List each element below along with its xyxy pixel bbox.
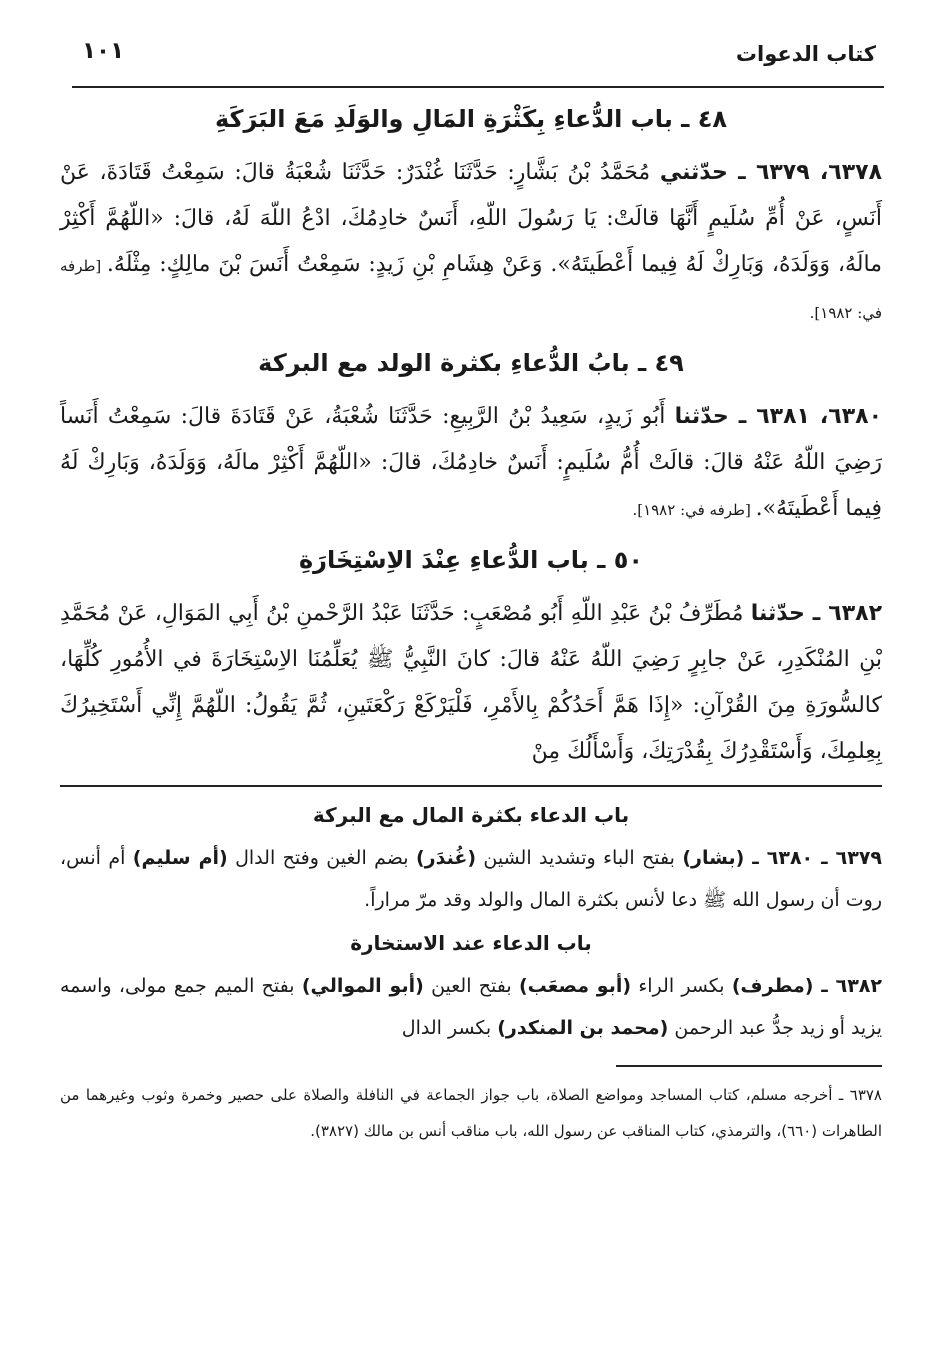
- commentary-separator: [60, 785, 882, 787]
- commentary-number: ٦٣٧٩ ـ ٦٣٨٠ ـ: [744, 847, 883, 869]
- commentary-title: باب الدعاء عند الاستخارة: [350, 931, 592, 955]
- chapter-title: ٤٨ ـ باب الدُّعاءِ بِكَثْرَةِ المَالِ والوَلَدِ مَعَ البَرَكَةِ: [214, 105, 728, 133]
- commentary-term: (بشار): [682, 847, 745, 869]
- footnote-rule: [616, 1065, 882, 1067]
- hadith-text: مُحَمَّدُ بْنُ بَشَّارٍ: حَدَّثَنَا غُنْدَرٌ: حَدَّثَنَا شُعْبَةُ قالَ: سَمِعْتُ قَتَادَةَ، عَنْ أَنَسٍ، عَنْ أُمِّ سُلَيمٍ أَنَّهَا قالَتْ: يَا رَسُولَ اللّهِ، أَنَسٌ خادِمُكَ، ادْعُ اللّهَ لَهُ، قالَ: «اللّهُمَّ أَكْثِرْ مالَهُ، وَوَلَدَهُ، وَبَارِكْ لَهُ فِيما أَعْطَيتَهُ». وَعَنْ هِشَامِ بْنِ زَيدٍ: سَمِعْتُ أَنَسَ بْنَ مالِكٍ: مِثْلَهُ.: [60, 160, 882, 277]
- book-title: كتاب الدعوات: [735, 42, 876, 66]
- chapter-title: ٤٩ ـ بابُ الدُّعاءِ بكثرة الولد مع البركة: [258, 349, 684, 377]
- footnote: ٦٣٧٨ ـ أخرجه مسلم، كتاب المساجد ومواضع الصلاة، باب جواز الجماعة في النافلة والصلاة على حصير وخمرة وثوب وغيرهما من الطاهرات (٦٦٠)، والترمذي، كتاب المناقب عن رسول الله، باب مناقب أنس بن مالك (٣٨٢٧).: [60, 1086, 882, 1140]
- commentary-term: (مطرف): [731, 975, 814, 997]
- commentary-term: (غُندَر): [415, 847, 476, 869]
- commentary-term: (أبو مصعَب): [518, 975, 632, 997]
- hadith-text: أَبُو زَيدٍ، سَعِيدُ بْنُ الرَّبِيعِ: حَدَّثَنَا شُعْبَةُ، عَنْ قَتَادَةَ قالَ: سَمِعْتُ أَنَساً رَضِيَ اللّهُ عَنْهُ قالَ: قالَتْ أُمُّ سُلَيمٍ: أَنَسٌ خادِمُكَ، قالَ: «اللّهُمَّ أَكْثِرْ مالَهُ، وَوَلَدَهُ، وَبَارِكْ لَهُ فِيما أَعْطَيتَهُ».: [60, 404, 882, 521]
- hadith-number: ٦٣٨٠، ٦٣٨١ ـ حدّثنا: [674, 404, 883, 429]
- hadith-number: ٦٣٨٢ ـ حدّثنا: [750, 601, 883, 626]
- commentary-text: بفتح الباء وتشديد الشين: [476, 847, 683, 869]
- commentary-number: ٦٣٨٢ ـ: [813, 975, 882, 997]
- hadith-reference: [طرفه في: ١٩٨٢].: [60, 257, 882, 322]
- hadith-paragraph: [60, 591, 882, 775]
- commentary-text: بفتح العين: [423, 975, 519, 997]
- main-text: [60, 96, 882, 1149]
- commentary-term: (أبو الموالي): [301, 975, 424, 997]
- hadith-reference: [طرفه في: ١٩٨٢].: [632, 501, 756, 519]
- commentary-text: بكسر الدال: [401, 1017, 498, 1039]
- commentary-term: (محمد بن المنكدر): [497, 1017, 669, 1039]
- commentary-text: أم أنس، روت أن رسول الله ﷺ دعا لأنس بكثرة المال والولد وقد مرّ مراراً.: [60, 847, 882, 911]
- chapter-title: ٥٠ ـ باب الدُّعاءِ عِنْدَ الاِسْتِخَارَةِ: [298, 546, 644, 574]
- hadith-paragraph: [60, 394, 882, 533]
- commentary-text: بفتح الميم جمع مولى، واسمه يزيد أو زيد جدُّ عبد الرحمن: [60, 975, 882, 1039]
- commentary-term: (أم سليم): [132, 847, 228, 869]
- hadith-paragraph: [60, 150, 882, 336]
- commentary-text: بكسر الراء: [631, 975, 732, 997]
- header-rule: [72, 86, 884, 88]
- commentary-paragraph: [60, 965, 882, 1049]
- hadith-number: ٦٣٧٨، ٦٣٧٩ ـ حدّثني: [659, 160, 882, 185]
- running-header: [82, 34, 876, 80]
- hadith-text: مُطَرِّفُ بْنُ عَبْدِ اللّهِ أَبُو مُصْعَبٍ: حَدَّثَنَا عَبْدُ الرَّحْمنِ بْنُ أَبِي المَوَالِ، عَنْ مُحَمَّدِ بْنِ المُنْكَدِرِ، عَنْ جابِرٍ رَضِيَ اللّهُ عَنْهُ قالَ: كانَ النَّبِيُّ ﷺ يُعَلِّمُنَا الاِسْتِخَارَةَ في الأُمُورِ كُلِّهَا، كالسُّورَةِ مِنَ القُرْآنِ: «إِذَا هَمَّ أَحَدُكُمْ بِالأَمْرِ، فَلْيَرْكَعْ رَكْعَتَينِ، ثُمَّ يَقُولُ: اللّهُمَّ إِنِّي أَسْتَخِيرُكَ بِعِلمِكَ، وَأَسْتَقْدِرُكَ بِقُدْرَتِكَ، وَأَسْأَلُكَ مِنْ: [60, 601, 882, 764]
- commentary-title: باب الدعاء بكثرة المال مع البركة: [312, 803, 630, 827]
- commentary-paragraph: [60, 837, 882, 921]
- commentary-text: بضم الغين وفتح الدال: [227, 847, 416, 869]
- page-number: ١٠١: [82, 38, 125, 64]
